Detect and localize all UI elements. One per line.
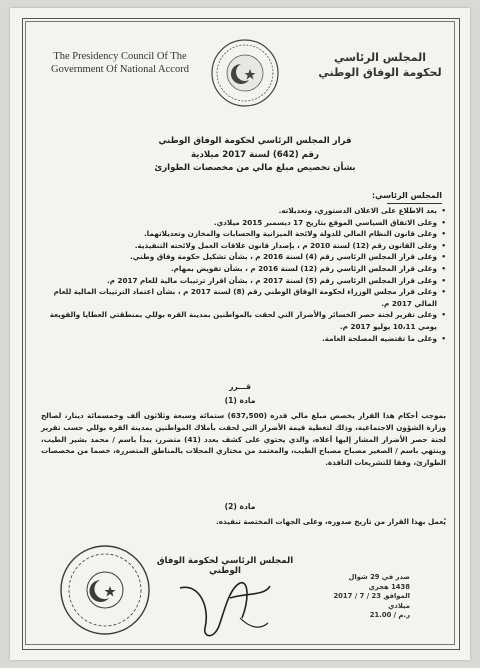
recital-item: • وعلى الاتفاق السياسي الموقع بتاريخ 17 ديسمبر 2015 ميلادي.: [46, 217, 446, 229]
decision-title: [130, 135, 380, 176]
issue-date-line1: صدر في 29 شوال: [348, 573, 410, 581]
article-2-heading: مادة (2): [224, 502, 256, 511]
recital-item: • وعلى قرار المجلس الرئاسي رقم (5) لسنة 2017 م ، بشأن اقرار ترتيبات مالية للعام 2017 م.: [46, 275, 446, 287]
decision-heading: قـــرر: [229, 382, 251, 391]
recital-item: • وعلى قانون النظام المالي للدولة ولائحة الميزانية والحسابات والمخازن وتعديلاتهما.: [46, 228, 446, 240]
crescent-star-emblem-icon: [210, 38, 280, 108]
recital-item: • وعلى قرار مجلس الوزراء لحكومة الوفاق الوطني رقم (8) لسنة 2017 م ، بشأن اعتماد الترتيبات المالية للعام المالي 2017 م.: [46, 286, 446, 309]
recital-item: • وعلى قرار المجلس الرئاسي رقم (4) لسنة 2016 م ، بشأن تشكيل حكومة وفاق وطني.: [46, 251, 446, 263]
letterhead-arabic: [305, 50, 455, 80]
signature-title: المجلس الرئاسي لحكومة الوفاق الوطني: [156, 556, 294, 576]
letterhead-english-line2: Government Of National Accord: [51, 64, 189, 75]
official-stamp-icon: [55, 540, 155, 640]
preamble-label: المجلس الرئاسي:: [371, 191, 442, 200]
decision-number: رقم (642) لسنة 2017 ميلادية: [191, 149, 319, 160]
decision-subject: بشأن تخصيص مبلغ مالي من مخصصات الطوارئ: [154, 163, 356, 173]
recitals-list: [46, 205, 446, 344]
letterhead-english: [40, 50, 200, 76]
recital-item: • وعلى ما تقتضيه المصلحة العامة.: [46, 333, 446, 345]
letterhead-arabic-line2: لحكومة الوفاق الوطني: [318, 66, 442, 79]
issue-date-block: [310, 573, 410, 621]
document-page: [10, 8, 470, 660]
recital-item: • وعلى القانون رقم (12) لسنة 2010 م ، بإصدار قانون علاقات العمل ولائحته التنفيذية.: [46, 240, 446, 252]
recital-item: • وعلى تقرير لجنة حصر الخسائر والأضرار التي لحقت بالمواطنين بمدينة القره بوللي بمنطقتي العطايا والقويعة يومي 10،11 يوليو 2017 م.: [46, 309, 446, 332]
issue-date-line2: 1438 هجري: [368, 582, 410, 591]
issue-date-line3: الموافق 23 / 7 / 2017 ميلادي: [333, 592, 410, 610]
article-1-text: بموجب أحكام هذا القرار يخصص مبلغ مالي قدره (637,500) ستمائة وسبعة وثلاثون ألف وخمسمائة دينار، لصالح وزارة الشؤون الاجتماعية، وذلك لتغطية قيمة الأضرار التي لحقت بأملاك المواطنين بمدينة القره بوللي حسب تقرير لجنة حصر الأضرار المشار إليها أعلاه، والذي يحتوي على كشف بعدد (41) متضرر، يبدأ باسم / محمد بشير الطيب، وينتهي باسم / الصغير مصباح مصباح الطيب، والمعتمد من مختاري المحلات بالمناطق المتضررة، خصما من مخصصات الطوارئ، وفقا للتشريعات النافذة.: [41, 411, 447, 468]
decision-title-line1: قرار المجلس الرئاسي لحكومة الوفاق الوطني: [158, 136, 352, 146]
letterhead-english-line1: The Presidency Council Of The: [53, 51, 187, 62]
article-1-heading: مادة (1): [224, 396, 256, 405]
letterhead-arabic-line1: المجلس الرئاسي: [333, 51, 427, 64]
article-2-text: يُعمل بهذا القرار من تاريخ صدوره، وعلى الجهات المختصة تنفيذه.: [216, 517, 446, 526]
issue-date-line4: ر.م / 21.00: [369, 611, 410, 619]
recital-item: • وعلى قرار المجلس الرئاسي رقم (12) لسنة 2016 م ، بشأن تفويض بمهام.: [46, 263, 446, 275]
recital-item: • بعد الاطلاع على الاعلان الدستوري، وتعديلاته.: [46, 205, 446, 217]
preamble-underline: [387, 203, 442, 204]
handwritten-signature-icon: [170, 568, 280, 648]
